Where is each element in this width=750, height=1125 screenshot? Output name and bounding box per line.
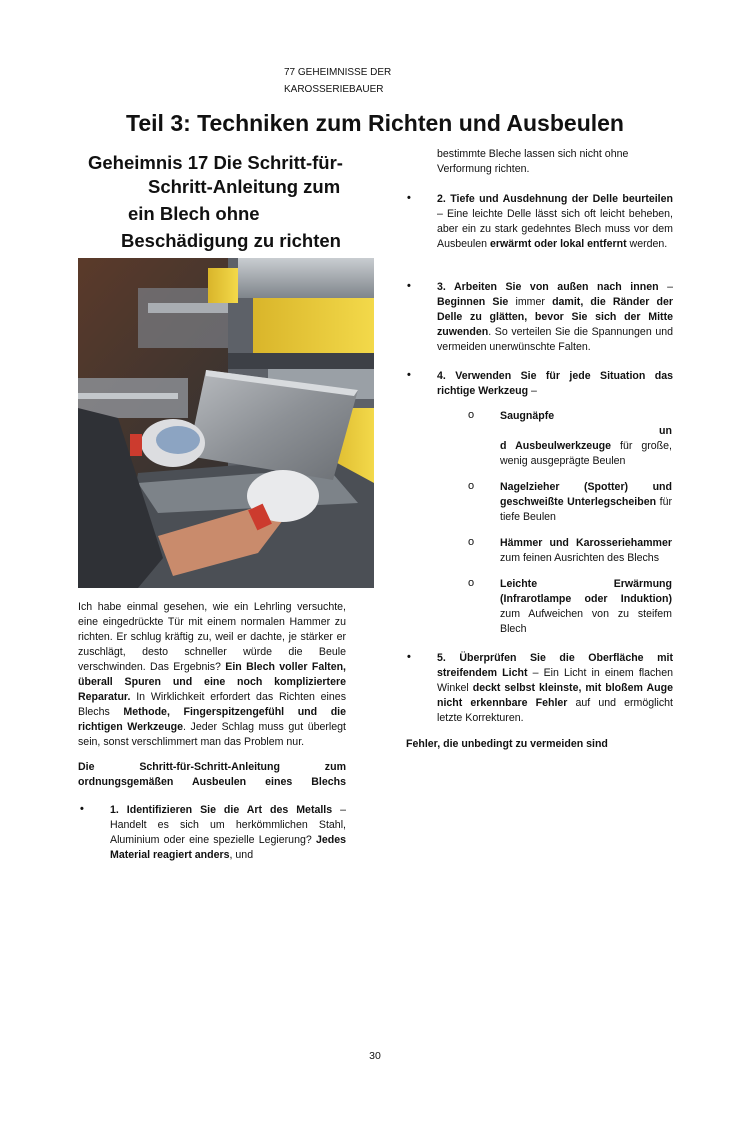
step3-text [437,280,673,355]
step5-text [437,651,673,726]
tool4-bold: Leichte Erwärmung (Infrarotlampe oder Induktion) [500,578,672,605]
section-title-line2: Schritt-Anleitung zum [148,176,341,197]
intro-bold-2: Methode, Fingerspitzengefühl und die richtigen Werkzeuge [78,706,346,733]
step3-bold-1: 3. Arbeiten Sie von außen nach innen [437,281,659,293]
section-title-line3: ein Blech ohne [128,203,260,224]
workshop-photo [78,258,374,588]
tool3-marker: o [468,536,475,548]
step1-bullet: • [80,803,84,815]
step5-bold-1: 5. Überprüfen Sie die Oberfläche mit streifendem Licht [437,652,673,679]
step1-bold-1: 1. Identifizieren Sie die Art des Metalls [110,804,333,816]
part-title: Teil 3: Techniken zum Richten und Ausbeulen [126,110,624,136]
step4-bullet: • [407,369,411,381]
intro-bold-1: Ein Blech voller Falten, überall Spuren und eine noch kompliziertere Reparatur. [78,661,346,703]
tool1-text-d: für große, wenig ausgeprägte Beulen [500,440,672,467]
step3-text-3: . So verteilen Sie die Spannungen und vermeiden unerwünschte Falten. [437,326,673,353]
tool4-rest: zum Aufweichen von zu steifem Blech [500,608,672,635]
errors-heading: Fehler, die unbedingt zu vermeiden sind [406,738,608,750]
step1-continued: bestimmte Bleche lassen sich nicht ohne Verformung richten. [437,148,629,175]
running-header-line2: KAROSSERIEBAUER [284,84,384,95]
tool2-marker: o [468,480,475,492]
step3-bold-2: Beginnen Sie [437,296,509,308]
step2-bold-1: 2. Tiefe und Ausdehnung der Delle beurteilen [437,193,673,205]
tool3-rest: zum feinen Ausrichten des Blechs [500,552,659,564]
page-number: 30 [369,1050,381,1062]
step4-bold-1: 4. Verwenden Sie für jede Situation das richtige Werkzeug [437,370,673,397]
step4-text-1: – [528,385,537,397]
tool2-text [500,480,672,525]
step3-text-1: – [658,281,673,293]
step3-bullet: • [407,280,411,292]
step1-text-2: , und [229,849,254,861]
tool2-bold: Nagelzieher (Spotter) und geschweißte Unterlegscheiben [500,481,672,508]
tool1-bold-b: un [659,425,672,437]
tool4-text [500,577,672,637]
step3-text-2: immer [508,296,553,308]
step5-text-1: – Ein Licht in einem flachen Winkel [437,667,673,694]
section-title-line4: Beschädigung zu richten [121,230,341,251]
step5-bullet: • [407,651,411,663]
step2-bullet: • [407,192,411,204]
step5-bold-2: deckt selbst kleinste, mit bloßem Auge nicht erkennbare Fehler [437,682,673,709]
step4-text [437,369,673,399]
section-title-line1: Geheimnis 17 Die Schritt-für- [88,152,343,173]
step2-text [437,192,673,252]
intro-paragraph [78,600,346,750]
step1-text [110,803,346,863]
intro-text-3: . Jeder Schlag muss gut überlegt sein, sonst verschlimmert man das Problem nur. [78,721,346,748]
guide-heading: Die Schritt-für-Schritt-Anleitung zum ordnungsgemäßen Ausbeulen eines Blechs [78,761,346,788]
running-header [284,64,391,98]
tool2-rest: für tiefe Beulen [500,496,673,523]
step2-text-1: – Eine leichte Delle lässt sich oft leicht beheben, aber ein zu stark gedehntes Blech muss vor dem Ausbeulen [437,208,673,250]
step1-bold-2: Jedes Material reagiert anders [110,834,346,861]
step2-bold-2: erwärmt oder lokal entfernt [490,238,627,250]
tool3-text [500,536,672,566]
intro-text-1: Ich habe einmal gesehen, wie ein Lehrling versuchte, eine eingedrückte Tür mit einem normalen Hammer zu richten. Er schlug kräftig zu, weil er dachte, je stärker er zuschlägt, desto schneller würde die Beule verschwinden. Das Ergebnis? [78,601,346,673]
tool3-bold: Hämmer und Karosseriehammer [500,537,672,549]
tool4-marker: o [468,577,475,589]
step5-text-2: auf und ermöglicht letzte Korrekturen. [437,697,673,724]
step1-text-1: – Handelt es sich um herkömmlichen Stahl, Aluminium oder eine spezielle Legierung? [110,804,346,846]
tool1-marker: o [468,409,475,421]
intro-text-2: In Wirklichkeit erfordert das Richten eines Blechs [78,691,346,718]
step2-text-2: werden. [626,238,668,250]
running-header-line1: 77 GEHEIMNISSE DER [284,67,392,78]
tool1-bold-c: d Ausbeulwerkzeuge [500,440,612,452]
tool1-text [500,409,672,469]
step3-bold-3: damit, die Ränder der Delle zu glätten, bevor Sie sich der Mitte zuwenden [437,296,674,338]
tool1-bold-a: Saugnäpfe [500,410,555,422]
